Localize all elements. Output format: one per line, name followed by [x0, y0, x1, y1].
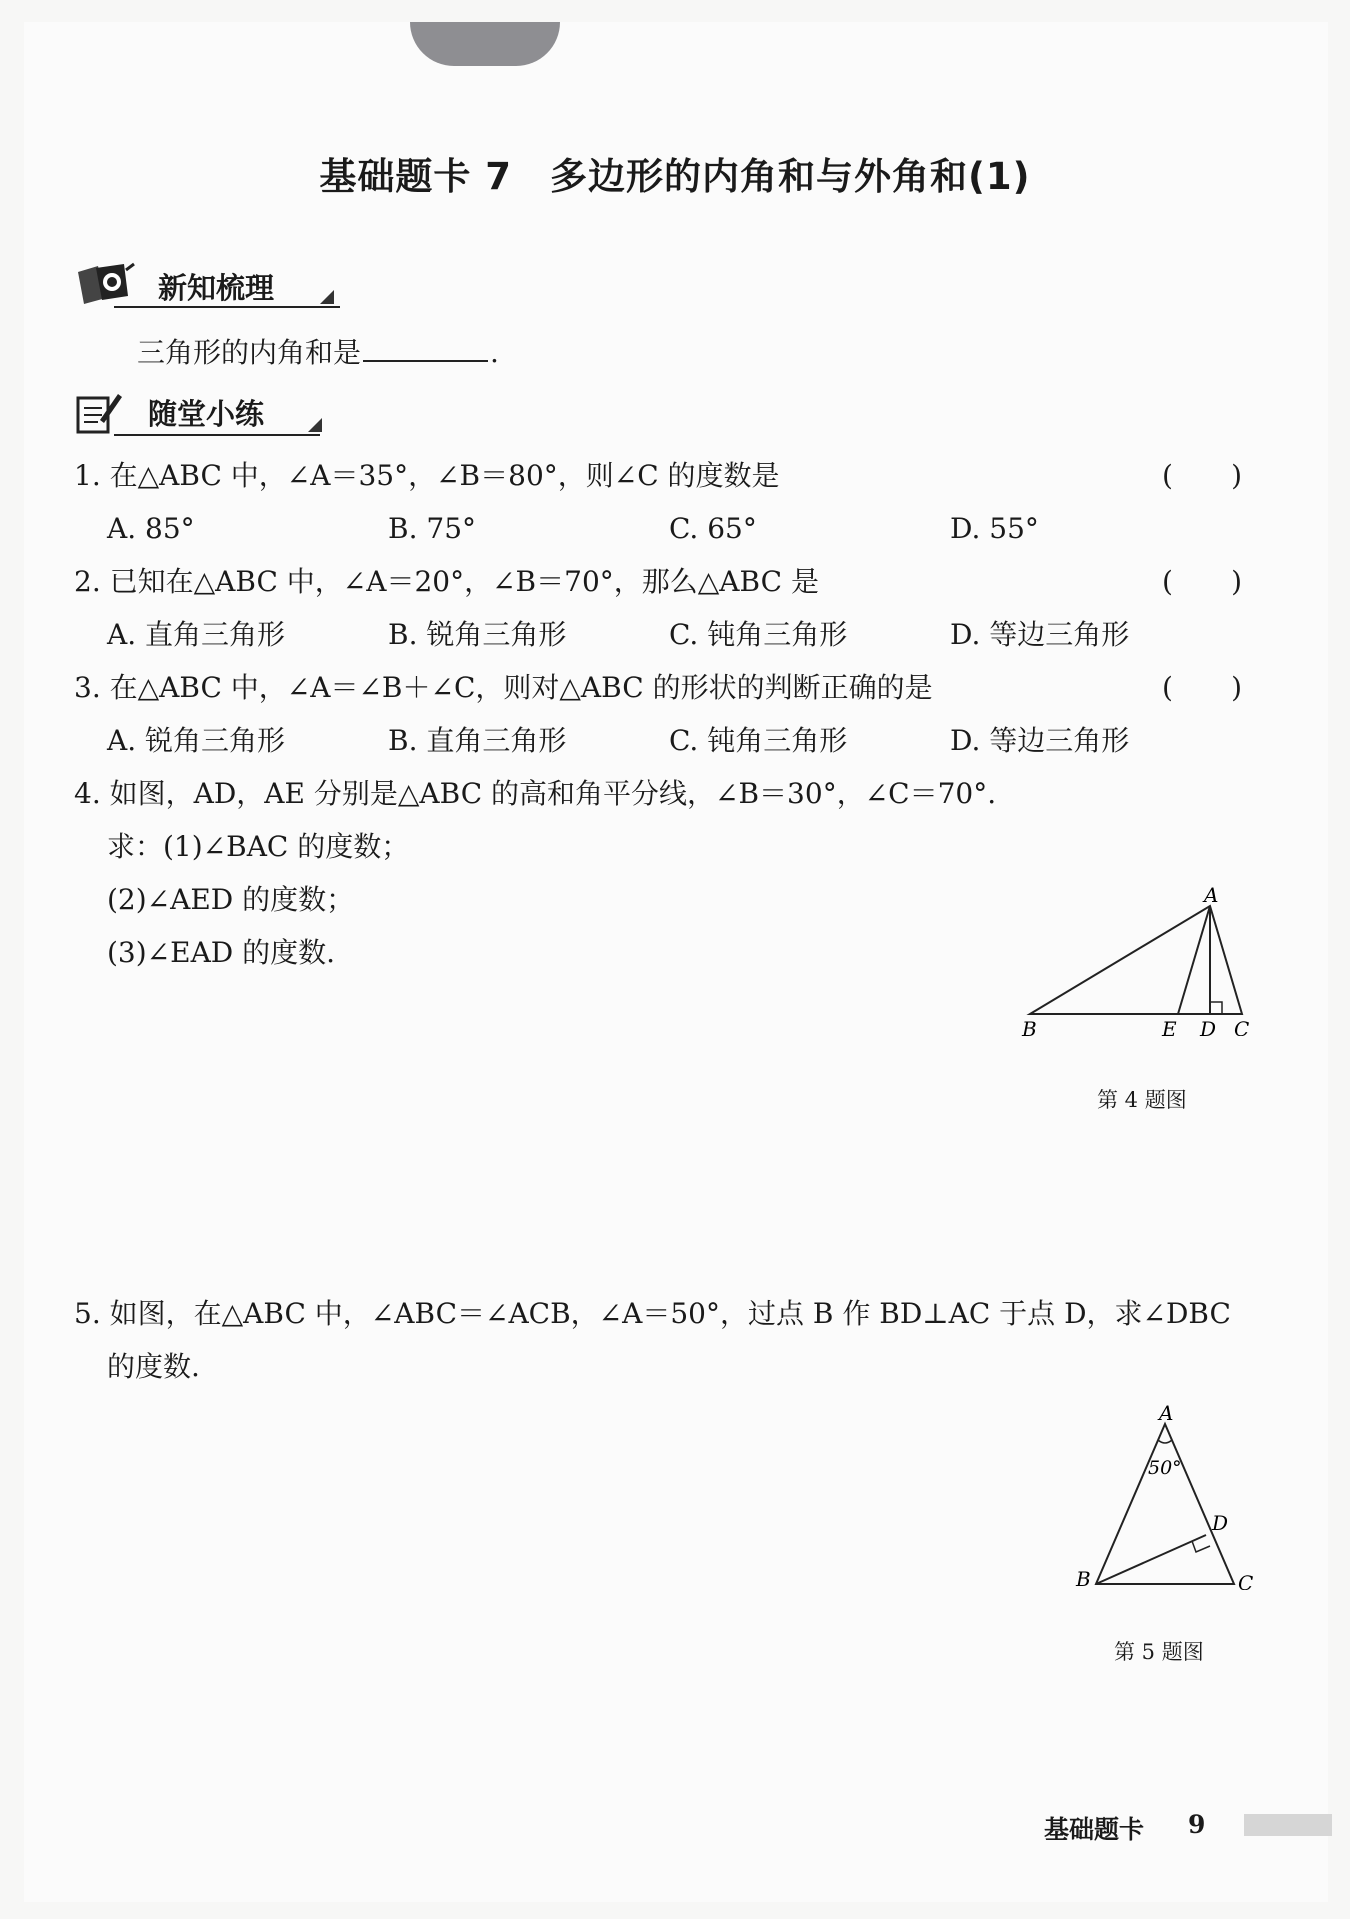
q1-option-c[interactable]: C. 65° — [669, 512, 757, 545]
label-e: E — [1162, 1017, 1177, 1036]
corner-triangle-icon — [320, 290, 334, 304]
section-label: 新知梳理 — [158, 271, 275, 305]
page-number: 9 — [1188, 1810, 1206, 1839]
q3-option-b[interactable]: B. 直角三角形 — [388, 724, 567, 757]
notebook-pen-icon — [74, 390, 124, 436]
q1-option-a[interactable]: A. 85° — [107, 512, 195, 545]
footer-bar — [1244, 1814, 1332, 1836]
label-b: B — [1022, 1017, 1037, 1036]
q3-option-a[interactable]: A. 锐角三角形 — [107, 724, 286, 757]
perpendicular-bd — [1096, 1535, 1206, 1584]
answer-bracket[interactable]: ( ) — [1162, 671, 1242, 704]
intro-line — [137, 334, 499, 371]
right-angle-mark — [1192, 1541, 1210, 1552]
question-4-part-1: 求：(1)∠BAC 的度数； — [107, 830, 410, 863]
triangle-abc — [1096, 1424, 1234, 1584]
angle-arc — [1158, 1440, 1172, 1443]
page-title: 基础题卡 7 多边形的内角和与外角和(1) — [319, 155, 1031, 198]
section-label: 随堂小练 — [148, 397, 265, 431]
top-tab-decoration — [410, 22, 560, 66]
question-5-stem: 5. 如图，在△ABC 中，∠ABC＝∠ACB，∠A＝50°，过点 B 作 BD⊥AC 于点 D，求∠DBC — [74, 1297, 1231, 1330]
q2-option-c[interactable]: C. 钝角三角形 — [669, 618, 848, 651]
label-d: D — [1212, 1511, 1229, 1535]
angle-50-label: 50° — [1148, 1457, 1182, 1479]
footer-label: 基础题卡 — [1044, 1815, 1145, 1844]
q3-option-d[interactable]: D. 等边三角形 — [950, 724, 1130, 757]
answer-blank[interactable] — [363, 334, 488, 362]
label-a: A — [1204, 886, 1219, 907]
q3-option-c[interactable]: C. 钝角三角形 — [669, 724, 848, 757]
question-4-part-3: (3)∠EAD 的度数. — [107, 936, 336, 969]
q2-option-a[interactable]: A. 直角三角形 — [107, 618, 286, 651]
intro-text: 三角形的内角和是 — [137, 336, 362, 369]
figure-4 — [1010, 886, 1270, 1036]
q2-option-d[interactable]: D. 等边三角形 — [950, 618, 1130, 651]
question-5-stem-cont: 的度数. — [107, 1350, 200, 1383]
section-header-practice — [74, 390, 334, 436]
figure-4-caption: 第 4 题图 — [1097, 1088, 1187, 1112]
right-angle-mark — [1210, 1002, 1222, 1014]
question-4-stem: 4. 如图，AD，AE 分别是△ABC 的高和角平分线，∠B＝30°，∠C＝70°. — [74, 777, 997, 810]
camera-check-icon — [74, 262, 140, 306]
question-4-part-2: (2)∠AED 的度数； — [107, 883, 355, 916]
question-1-stem: 1. 在△ABC 中，∠A＝35°，∠B＝80°，则∠C 的度数是 — [74, 459, 780, 492]
figure-5-caption: 第 5 题图 — [1114, 1640, 1204, 1664]
question-2-stem: 2. 已知在△ABC 中，∠A＝20°，∠B＝70°，那么△ABC 是 — [74, 565, 819, 598]
corner-triangle-icon — [308, 418, 322, 432]
label-d: D — [1200, 1017, 1217, 1036]
question-3-stem: 3. 在△ABC 中，∠A＝∠B＋∠C，则对△ABC 的形状的判断正确的是 — [74, 671, 933, 704]
section-header-new-knowledge — [74, 262, 344, 308]
q1-option-d[interactable]: D. 55° — [950, 512, 1039, 545]
q2-option-b[interactable]: B. 锐角三角形 — [388, 618, 567, 651]
section-underline — [114, 306, 340, 308]
figure-5 — [1066, 1400, 1256, 1590]
section-underline — [114, 434, 320, 436]
label-a: A — [1159, 1401, 1174, 1425]
label-c: C — [1234, 1017, 1250, 1036]
label-b: B — [1076, 1567, 1091, 1590]
label-c: C — [1238, 1571, 1254, 1590]
intro-period: . — [490, 336, 499, 369]
answer-bracket[interactable]: ( ) — [1162, 565, 1242, 598]
answer-bracket[interactable]: ( ) — [1162, 459, 1242, 492]
q1-option-b[interactable]: B. 75° — [388, 512, 477, 545]
